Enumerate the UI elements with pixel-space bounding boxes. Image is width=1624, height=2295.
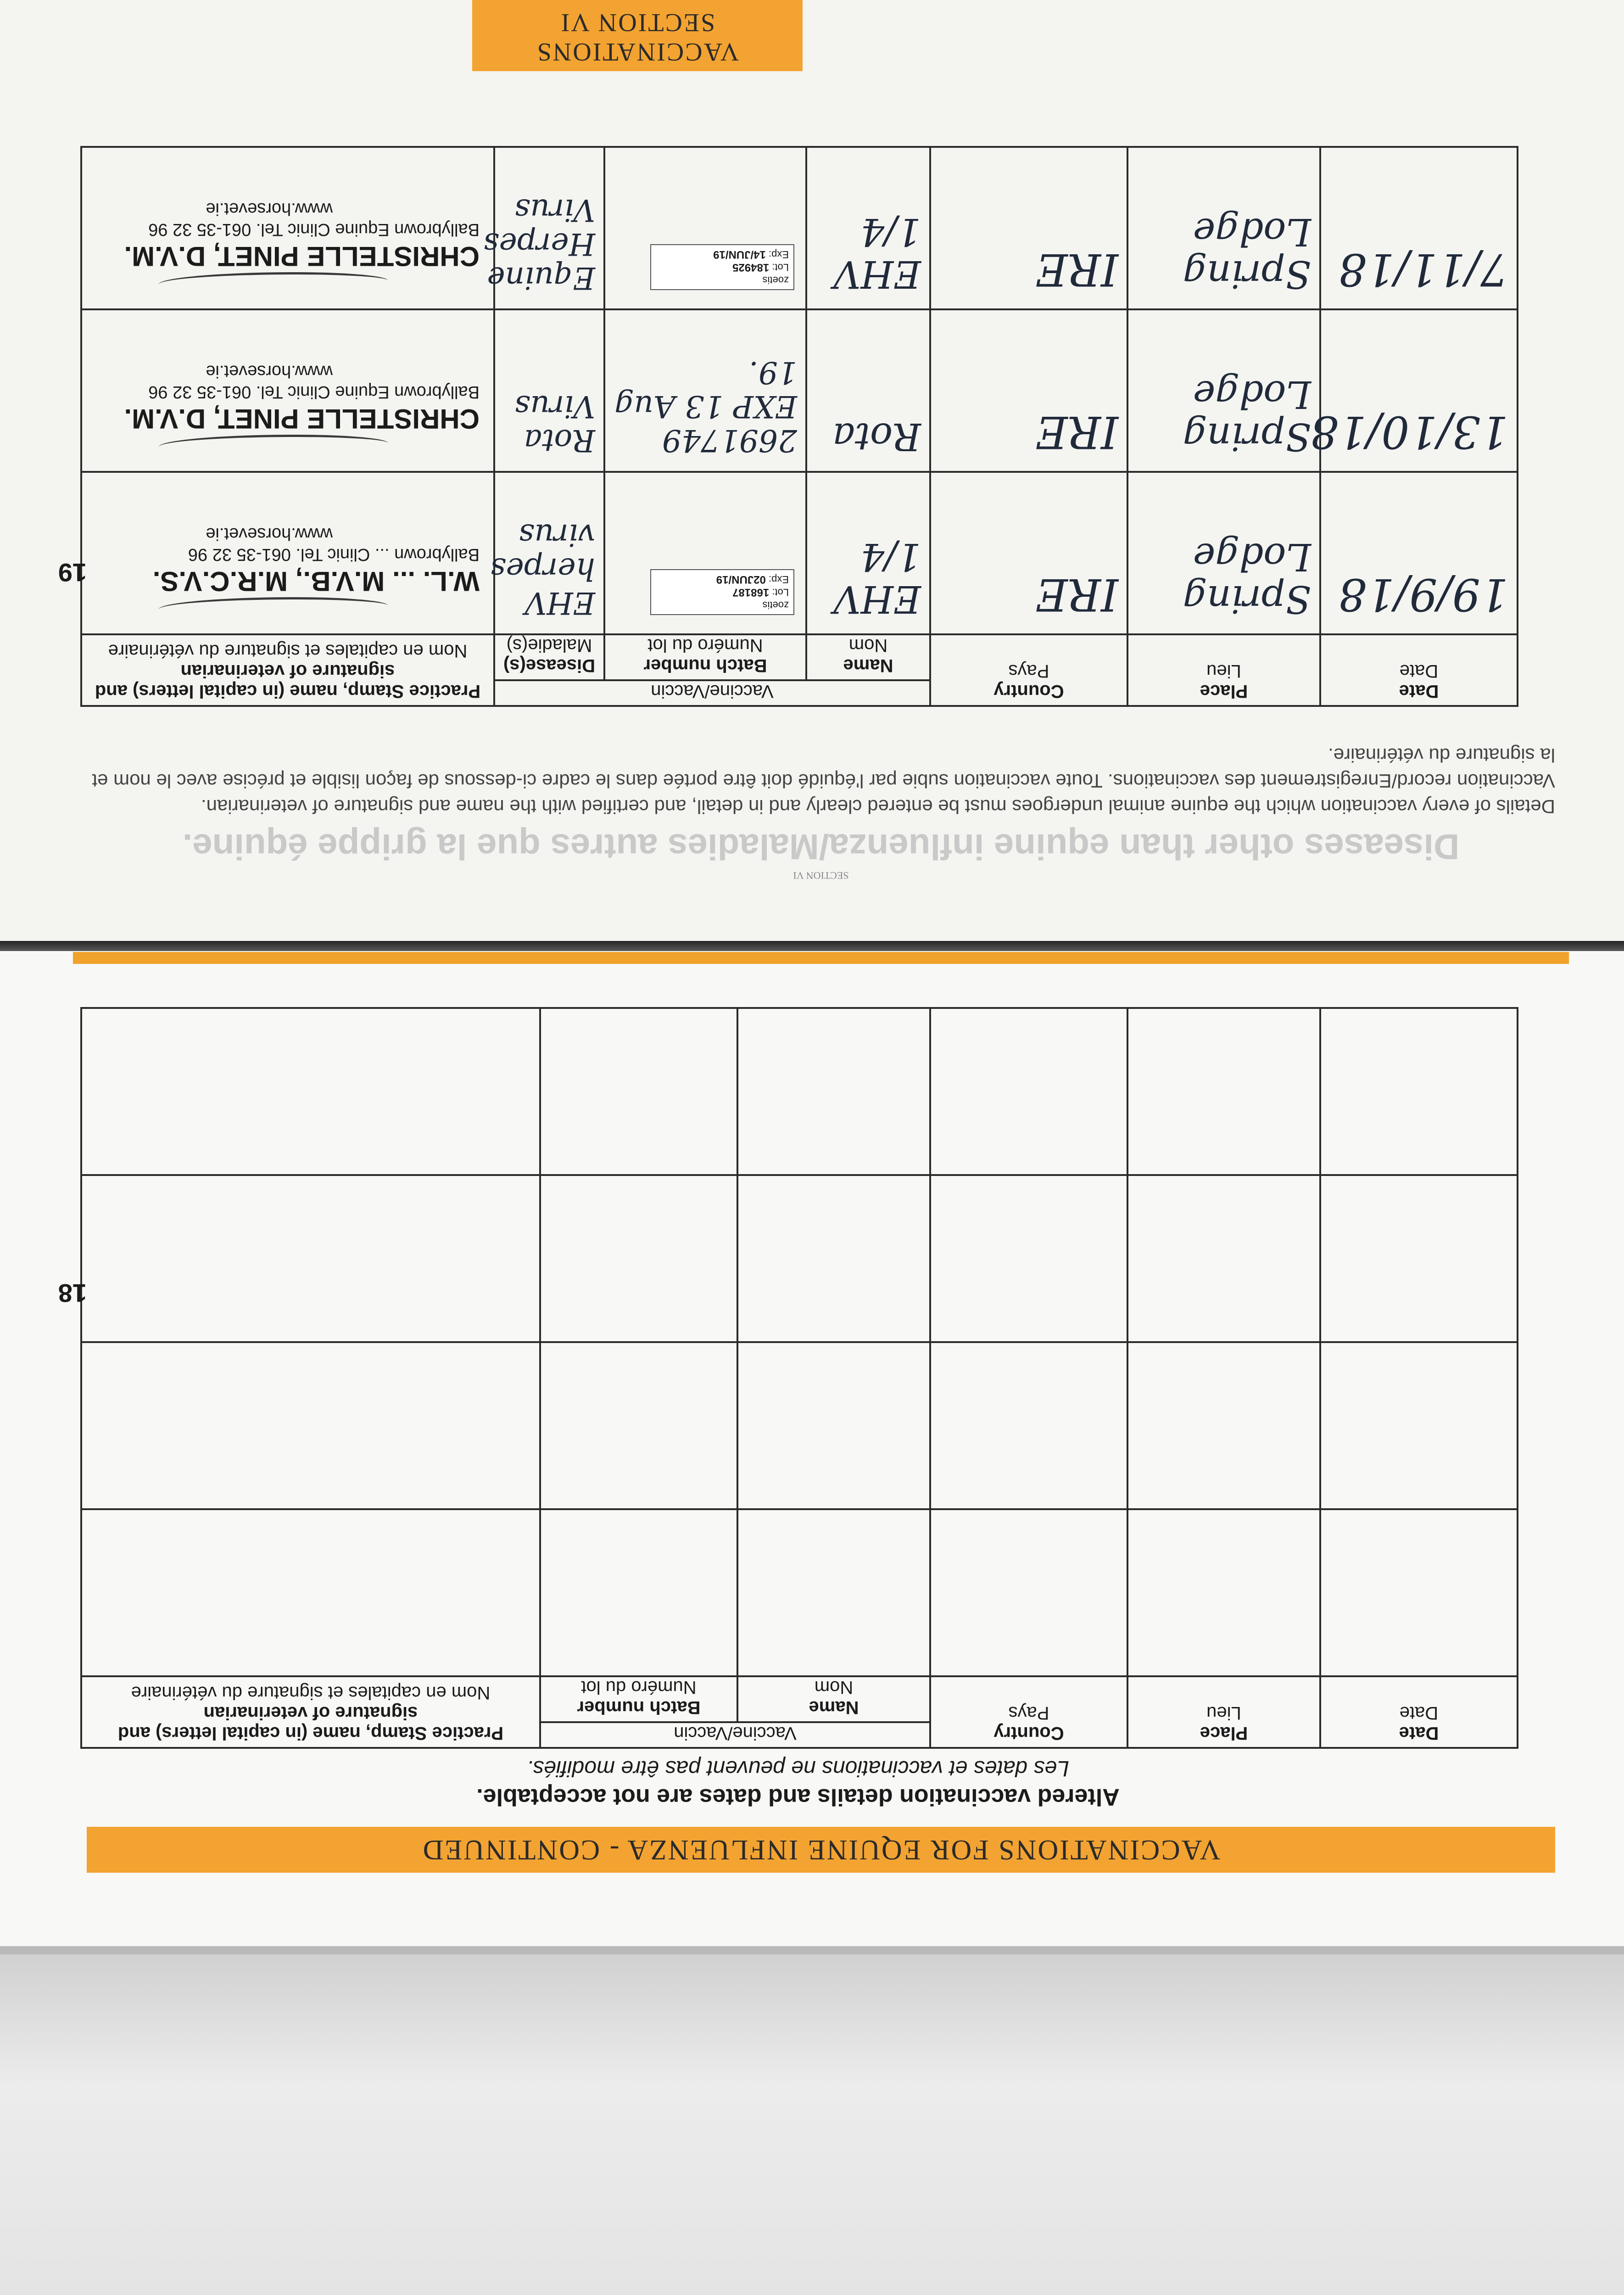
date-cell — [1320, 147, 1518, 309]
header-batch: Batch number Numéro du lot — [604, 634, 806, 680]
vet-stamp — [82, 524, 493, 633]
disease-cell — [494, 309, 604, 472]
header-vaccine: Vaccine/Vaccin — [494, 680, 930, 706]
section-label: SECTION VI — [793, 870, 849, 881]
handwritten-country: IRE — [1035, 244, 1118, 295]
clinic-website: www.horsevet.ie — [206, 524, 333, 543]
country-cell — [930, 472, 1127, 634]
empty-cell — [1320, 1509, 1518, 1676]
table-row — [81, 472, 1518, 634]
vet-name: CHRISTELLE PINET, D.V.M. — [124, 403, 480, 434]
gutter-orange-strip — [73, 952, 1569, 964]
stamp-cell — [81, 472, 494, 634]
empty-cell — [1320, 1008, 1518, 1175]
notice-french: Les dates et vaccinations ne peuvent pas être modifiés. — [526, 1756, 1070, 1780]
page-number-19: 19 — [58, 558, 87, 587]
sticker-lot: 184925 — [732, 261, 770, 274]
handwritten-batch: 2691749 EXP 13 Aug 19. — [614, 355, 797, 458]
empty-cell — [1127, 1008, 1320, 1175]
handwritten-place: Spring Lodge — [1183, 210, 1311, 296]
header-place: Place Lieu — [1127, 1676, 1320, 1748]
handwritten-date: 13/10/18 — [1310, 406, 1508, 458]
header-stamp: Practice Stamp, name (in capital letters) and signature of veterinarian Nom en capitales et signature du vétérinaire — [81, 1676, 540, 1748]
header-country: Country Pays — [930, 1676, 1127, 1748]
empty-cell — [1127, 1342, 1320, 1509]
empty-cell — [81, 1342, 540, 1509]
description-french: Vaccination record/Enregistrement des vaccinations. Toute vaccination subie par l'équidé doit être portée dans le cadre ci-dessous de façon lisible et précise avec le nom et la signature du vétérinaire. — [92, 744, 1555, 792]
empty-cell — [737, 1509, 930, 1676]
stamp-cell — [81, 309, 494, 472]
handwritten-place: Spring Lodge — [1183, 372, 1311, 458]
sticker-maker: zoetis — [762, 274, 789, 286]
handwritten-vaccine-name: Rota — [832, 414, 921, 458]
section-description — [87, 742, 1555, 819]
batch-cell — [604, 309, 806, 472]
table-row — [81, 1175, 1518, 1342]
empty-cell — [930, 1008, 1127, 1175]
empty-cell — [930, 1342, 1127, 1509]
handwritten-disease: EHV herpes virus — [490, 517, 595, 621]
scanner-edge — [0, 1946, 1624, 2295]
signature — [158, 597, 388, 618]
header-name: Name Nom — [806, 634, 930, 680]
header-date: Date Date — [1320, 634, 1518, 706]
header-place: Place Lieu — [1127, 634, 1320, 706]
header-row-1 — [81, 1722, 1518, 1748]
batch-sticker: zoetis Lot: 168187 Exp: 02JUN/19 — [650, 569, 794, 615]
banner-equine-influenza: VACCINATIONS FOR EQUINE INFLUENZA - CONTINUED — [87, 1827, 1555, 1873]
handwritten-vaccine-name: EHV 1/4 — [833, 210, 921, 296]
handwritten-disease: Equine Herpes Virus — [483, 192, 595, 296]
vet-name: W.L. ... M.V.B., M.R.C.V.S. — [152, 566, 480, 597]
table-row — [81, 147, 1518, 309]
vaccine-name-cell — [806, 147, 930, 309]
empty-cell — [737, 1342, 930, 1509]
handwritten-vaccine-name: EHV 1/4 — [833, 535, 921, 621]
handwritten-date: 19/9/18 — [1338, 569, 1508, 620]
header-date: Date Date — [1320, 1676, 1518, 1748]
country-cell — [930, 147, 1127, 309]
country-cell — [930, 309, 1127, 472]
clinic-line: Ballybrown Equine Clinic Tel. 061-35 32 96 — [148, 220, 480, 239]
empty-cell — [1320, 1175, 1518, 1342]
header-vaccine: Vaccine/Vaccin — [540, 1722, 930, 1748]
empty-cell — [930, 1175, 1127, 1342]
handwritten-disease: Rota Virus — [514, 389, 595, 458]
banner-line-1: VACCINATIONS — [536, 38, 739, 66]
handwritten-country: IRE — [1035, 406, 1118, 458]
handwritten-date: 7/11/18 — [1338, 244, 1508, 295]
page-number-18: 18 — [58, 1279, 87, 1308]
empty-cell — [81, 1509, 540, 1676]
table-row — [81, 1342, 1518, 1509]
sticker-lot: 168187 — [732, 586, 770, 599]
header-row-1 — [81, 680, 1518, 706]
vaccine-name-cell — [806, 309, 930, 472]
empty-cell — [1127, 1509, 1320, 1676]
disease-cell — [490, 472, 604, 634]
date-cell — [1310, 309, 1518, 472]
vet-name: CHRISTELLE PINET, D.V.M. — [124, 241, 480, 272]
clinic-website: www.horsevet.ie — [206, 199, 333, 218]
vet-stamp — [82, 199, 493, 308]
sticker-expiry: 14/JUN/19 — [713, 248, 766, 261]
empty-cell — [540, 1509, 737, 1676]
header-country: Country Pays — [930, 634, 1127, 706]
handwritten-country: IRE — [1035, 569, 1118, 620]
header-batch: Batch number Numéro du lot — [540, 1676, 737, 1722]
header-name: Name Nom — [737, 1676, 930, 1722]
batch-sticker: zoetis Lot: 184925 Exp: 14/JUN/19 — [650, 244, 794, 290]
signature — [158, 435, 388, 455]
clinic-line: Ballybrown Equine Clinic Tel. 061-35 32 96 — [148, 382, 480, 402]
empty-cell — [540, 1342, 737, 1509]
place-cell — [1127, 309, 1320, 472]
empty-cell — [1127, 1175, 1320, 1342]
vet-stamp — [82, 361, 493, 471]
banner-line-2: SECTION VI — [559, 8, 715, 37]
empty-cell — [81, 1008, 540, 1175]
header-disease: Disease(s) Maladie(s) — [494, 634, 604, 680]
batch-cell — [604, 472, 806, 634]
table-row — [81, 309, 1518, 472]
stamp-cell — [81, 147, 494, 309]
signature — [158, 272, 388, 293]
empty-cell — [737, 1175, 930, 1342]
disease-cell — [483, 147, 604, 309]
empty-cell — [930, 1509, 1127, 1676]
vaccine-name-cell — [806, 472, 930, 634]
header-stamp: Practice Stamp, name (in capital letters) and signature of veterinarian Nom en capitales et signature du vétérinaire — [81, 634, 494, 706]
description-english: Details of every vaccination which the equine animal undergoes must be entered clearly and in detail, and certified with the name and signature of veterinarian. — [201, 796, 1555, 817]
table-row — [81, 1509, 1518, 1676]
empty-cell — [540, 1008, 737, 1175]
other-diseases-vaccination-table — [80, 146, 1518, 707]
empty-cell — [81, 1175, 540, 1342]
batch-cell — [604, 147, 806, 309]
notice-english: Altered vaccination details and dates are not acceptable. — [476, 1784, 1120, 1810]
banner-vaccinations-section-vi — [472, 0, 803, 71]
sticker-expiry: 02JUN/19 — [716, 573, 766, 586]
section-subtitle: Diseases other than equine influenza/Maladies autres que la grippe équine. — [182, 827, 1460, 867]
handwritten-place: Spring Lodge — [1183, 535, 1311, 621]
influenza-vaccination-table — [80, 1007, 1518, 1749]
place-cell — [1127, 147, 1320, 309]
empty-cell — [1320, 1342, 1518, 1509]
clinic-website: www.horsevet.ie — [206, 362, 333, 381]
sticker-maker: zoetis — [762, 599, 789, 611]
clinic-line: Ballybrown ... Clinic Tel. 061-35 32 96 — [188, 545, 480, 564]
empty-cell — [540, 1175, 737, 1342]
table-row — [81, 1008, 1518, 1175]
place-cell — [1127, 472, 1320, 634]
empty-cell — [737, 1008, 930, 1175]
date-cell — [1320, 472, 1518, 634]
